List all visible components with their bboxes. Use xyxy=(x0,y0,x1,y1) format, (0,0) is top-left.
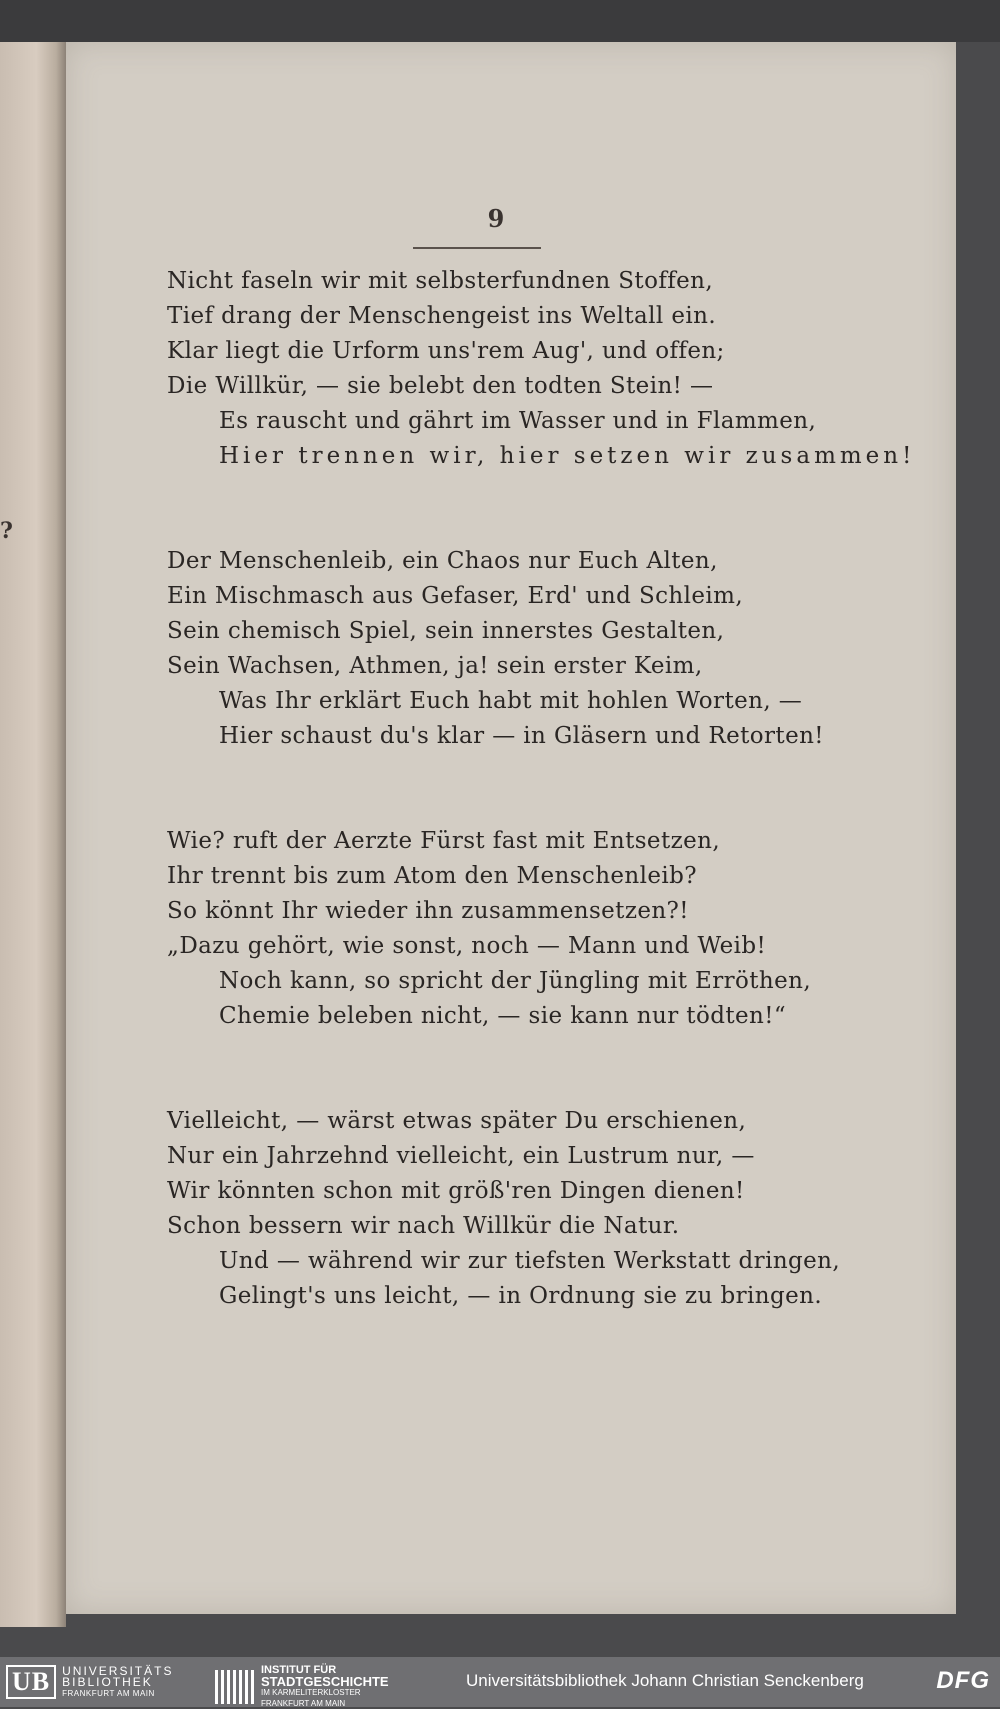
ub-logo-line3: FRANKFURT AM MAIN xyxy=(62,1688,155,1698)
isg-logo-line1: INSTITUT FÜR xyxy=(261,1664,337,1676)
verse-line-indented: Hier schaust du's klar — in Gläsern und Retorten! xyxy=(219,723,824,749)
verse-line: Die Willkür, — sie belebt den todten Stein! — xyxy=(167,373,714,399)
isg-logo-line2: STADTGESCHICHTE xyxy=(261,1674,389,1689)
book-page xyxy=(66,42,956,1614)
institution-name[interactable]: Universitätsbibliothek Johann Christian Senckenberg xyxy=(466,1671,864,1690)
isg-logo[interactable] xyxy=(215,1665,389,1709)
ub-logo[interactable] xyxy=(6,1665,173,1699)
verse-line: So könnt Ihr wieder ihn zusammensetzen?! xyxy=(167,898,689,924)
verse-line: Vielleicht, — wärst etwas später Du erschienen, xyxy=(167,1108,747,1134)
verse-line: Klar liegt die Urform uns'rem Aug', und offen; xyxy=(167,338,725,364)
verse-line-indented: Hier trennen wir, hier setzen wir zusammen! xyxy=(219,443,916,469)
ub-logo-text xyxy=(62,1663,174,1699)
verse-line: „Dazu gehört, wie sonst, noch — Mann und Weib! xyxy=(167,933,767,959)
verse-line: Wie? ruft der Aerzte Fürst fast mit Entsetzen, xyxy=(167,828,721,854)
ub-logo-line1: UNIVERSITÄTS xyxy=(62,1663,174,1678)
scan-background-top xyxy=(0,0,1000,42)
verse-line: Ihr trennt bis zum Atom den Menschenleib? xyxy=(167,863,698,889)
isg-logo-line4: FRANKFURT AM MAIN xyxy=(261,1699,346,1708)
page-number: 9 xyxy=(487,204,505,233)
verse-line: Nicht faseln wir mit selbsterfundnen Stoffen, xyxy=(167,268,714,294)
ub-logo-line2: BIBLIOTHEK xyxy=(62,1674,153,1689)
verse-line: Sein chemisch Spiel, sein innerstes Gestalten, xyxy=(167,618,725,644)
verse-line: Ein Mischmasch aus Gefaser, Erd' und Schleim, xyxy=(167,583,744,609)
verse-line: Wir könnten schon mit größ'ren Dingen dienen! xyxy=(167,1178,745,1204)
verse-line-indented: Es rauscht und gährt im Wasser und in Flammen, xyxy=(219,408,817,434)
verse-line: Schon bessern wir nach Willkür die Natur. xyxy=(167,1213,680,1239)
isg-logo-text xyxy=(261,1665,389,1709)
verse-line: Nur ein Jahrzehnd vielleicht, ein Lustrum nur, — xyxy=(167,1143,755,1169)
header-rule xyxy=(413,247,541,249)
verse-line-indented: Gelingt's uns leicht, — in Ordnung sie zu bringen. xyxy=(219,1283,823,1309)
verse-line: Sein Wachsen, Athmen, ja! sein erster Keim, xyxy=(167,653,703,679)
facing-page-mark: ? xyxy=(0,518,13,544)
dfg-logo[interactable]: DFG xyxy=(936,1667,990,1694)
ub-logo-mark: UB xyxy=(6,1665,56,1699)
facing-page-edge xyxy=(0,42,66,1627)
verse-line-indented: Und — während wir zur tiefsten Werkstatt dringen, xyxy=(219,1248,841,1274)
verse-line-indented: Noch kann, so spricht der Jüngling mit Erröthen, xyxy=(219,968,812,994)
verse-line: Tief drang der Menschengeist ins Weltall ein. xyxy=(167,303,717,329)
footer-bar xyxy=(0,1657,1000,1707)
verse-line-indented: Chemie beleben nicht, — sie kann nur tödten!“ xyxy=(219,1003,786,1029)
isg-columns-icon xyxy=(215,1670,255,1704)
verse-line: Der Menschenleib, ein Chaos nur Euch Alten, xyxy=(167,548,718,574)
verse-line-indented: Was Ihr erklärt Euch habt mit hohlen Worten, — xyxy=(219,688,803,714)
isg-logo-line3: IM KARMELITERKLOSTER xyxy=(261,1688,361,1697)
